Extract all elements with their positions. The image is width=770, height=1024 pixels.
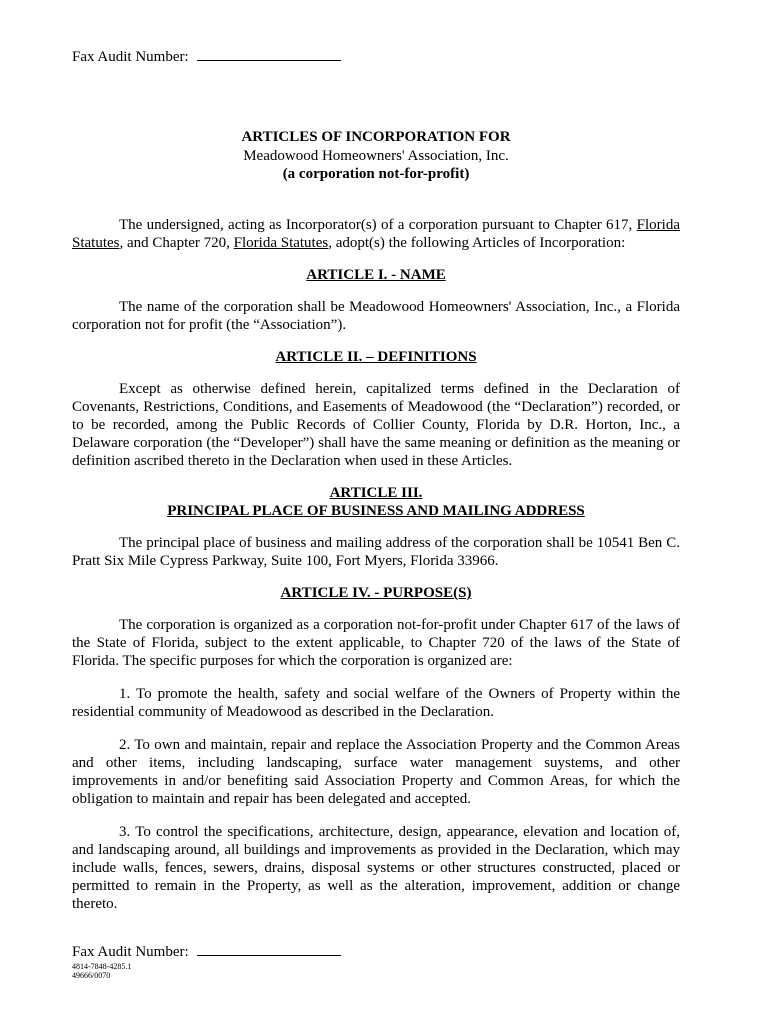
- fax-audit-label: Fax Audit Number:: [72, 944, 189, 960]
- intro-paragraph: [72, 216, 680, 252]
- article-4-heading: ARTICLE IV. - PURPOSE(S): [280, 585, 472, 601]
- document-body: [72, 216, 680, 913]
- title-line-3: (a corporation not-for-profit): [282, 166, 470, 182]
- document-title: [72, 128, 680, 184]
- fax-audit-blank: [197, 942, 341, 956]
- article-3-text: The principal place of business and mailing address of the corporation shall be 10541 Ben C. Pratt Six Mile Cypress Parkway, Suite 100, Fort Myers, Florida 33966.: [72, 535, 680, 569]
- article-3-heading-1: ARTICLE III.: [329, 485, 423, 501]
- article-1-heading: ARTICLE I. - NAME: [306, 267, 446, 283]
- intro-statute-1: Florida Statutes: [72, 217, 680, 251]
- intro-text-3: , adopt(s) the following Articles of Incorporation:: [328, 235, 626, 251]
- intro-text-2: , and Chapter 720,: [119, 235, 234, 251]
- article-3-heading-2: PRINCIPAL PLACE OF BUSINESS AND MAILING ADDRESS: [167, 503, 585, 519]
- purpose-item-1: 1. To promote the health, safety and social welfare of the Owners of Property within the residential community of Meadowood as described in the Declaration.: [72, 686, 680, 720]
- purpose-item-3: 3. To control the specifications, architecture, design, appearance, elevation and location of, and landscaping around, all buildings and improvements as provided in the Declaration, which may include walls, fences, sewers, drains, disposal systems or other structures constructed, placed or permitted to remain in the Property, as well as the alteration, improvement, addition or change thereto.: [72, 824, 680, 912]
- fax-audit-number-bottom: [72, 942, 341, 961]
- fax-audit-blank: [197, 47, 341, 61]
- article-2-text: Except as otherwise defined herein, capitalized terms defined in the Declaration of Covenants, Restrictions, Conditions, and Easements of Meadowood (the “Declaration”) recorded, or to be recorded, among the Public Records of Collier County, Florida by D.R. Horton, Inc., a Delaware corporation (the “Developer”) shall have the same meaning or definition as the meaning or definition ascribed thereto in the Declaration when used in these Articles.: [72, 381, 680, 469]
- document-page: [72, 0, 680, 1024]
- footer-document-ids: [72, 962, 131, 980]
- footer-doc-id: 4814-7848-4285.1: [72, 962, 132, 971]
- purpose-item-2: 2. To own and maintain, repair and replace the Association Property and the Common Areas and other items, including landscaping, surface water management suystems, and other improvements in and/or benefiting said Association Property and Common Areas, for which the obligation to maintain and repair has been delegated and accepted.: [72, 737, 680, 807]
- article-2-heading: ARTICLE II. – DEFINITIONS: [275, 349, 477, 365]
- fax-audit-label: Fax Audit Number:: [72, 49, 189, 65]
- fax-audit-number-top: [72, 47, 341, 66]
- footer-matter-id: 49666/0070: [72, 971, 111, 980]
- title-line-2: Meadowood Homeowners' Association, Inc.: [243, 147, 509, 164]
- title-line-1: ARTICLES OF INCORPORATION FOR: [241, 129, 511, 145]
- intro-text-1: The undersigned, acting as Incorporator(s) of a corporation pursuant to Chapter 617,: [119, 217, 637, 233]
- intro-statute-2: Florida Statutes: [233, 235, 329, 251]
- article-1-text: The name of the corporation shall be Meadowood Homeowners' Association, Inc., a Florida corporation not for profit (the “Association”).: [72, 299, 680, 333]
- article-4-text: The corporation is organized as a corporation not-for-profit under Chapter 617 of the laws of the State of Florida, subject to the extent applicable, to Chapter 720 of the laws of the State of Florida. The specific purposes for which the corporation is organized are:: [72, 617, 680, 669]
